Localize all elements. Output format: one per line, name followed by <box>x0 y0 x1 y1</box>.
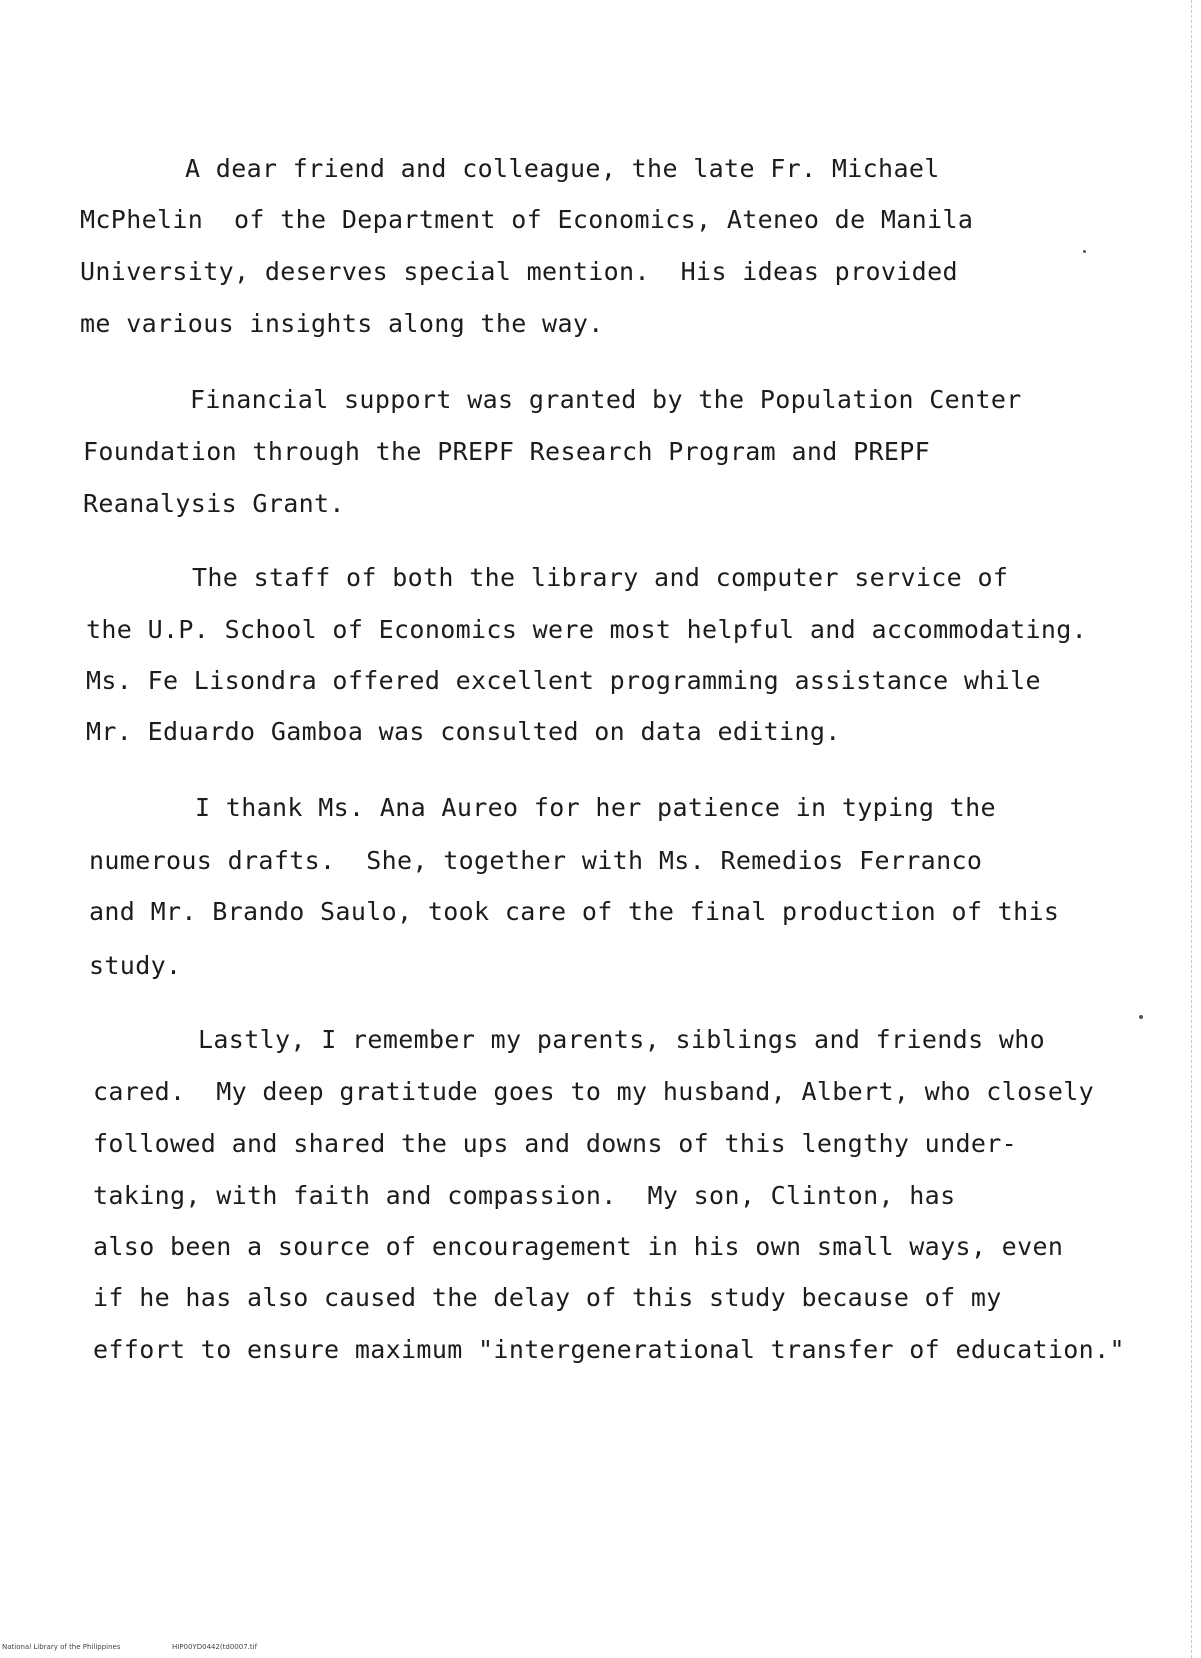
paragraph-5-line-2: cared. My deep gratitude goes to my husband, Albert, who closely <box>93 1077 1095 1106</box>
paragraph-5-line-3: followed and shared the ups and downs of this lengthy under- <box>93 1129 1018 1158</box>
paragraph-3-line-4: Mr. Eduardo Gamboa was consulted on data editing. <box>86 717 841 746</box>
paragraph-5-line-4: taking, with faith and compassion. My son, Clinton, has <box>93 1181 956 1210</box>
paragraph-3-line-1: The staff of both the library and computer service of <box>192 563 1009 592</box>
paragraph-3-line-3: Ms. Fe Lisondra offered excellent programming assistance while <box>86 666 1041 695</box>
scan-right-edge <box>1191 0 1193 1658</box>
paragraph-4-line-1: I thank Ms. Ana Aureo for her patience in typing the <box>195 793 996 822</box>
paragraph-4-line-3: and Mr. Brando Saulo, took care of the final production of this <box>89 897 1060 926</box>
paragraph-4-line-2: numerous drafts. She, together with Ms. Remedios Ferranco <box>89 846 983 875</box>
paragraph-4-line-4: study. <box>89 951 182 980</box>
paragraph-5-line-6: if he has also caused the delay of this study because of my <box>93 1283 1002 1312</box>
footer-file-id: HIP00YD0442(td0007.tif <box>172 1643 258 1651</box>
paragraph-2-line-1: Financial support was granted by the Population Center <box>190 385 1022 414</box>
scan-speck <box>1139 1015 1143 1019</box>
paragraph-1-line-1: A dear friend and colleague, the late Fr. Michael <box>185 154 940 183</box>
paragraph-2-line-3: Reanalysis Grant. <box>83 489 345 518</box>
paragraph-3-line-2: the U.P. School of Economics were most helpful and accommodating. <box>86 615 1088 644</box>
footer-library-name: National Library of the Philippines <box>2 1643 121 1651</box>
paragraph-1-line-2: McPhelin of the Department of Economics, Ateneo de Manila <box>80 205 974 234</box>
paragraph-5-line-7: effort to ensure maximum "intergenerational transfer of education." <box>93 1335 1125 1364</box>
paragraph-1-line-4: me various insights along the way. <box>80 309 604 338</box>
paragraph-2-line-2: Foundation through the PREPF Research Program and PREPF <box>83 437 931 466</box>
paragraph-1-line-3: University, deserves special mention. His ideas provided <box>80 257 958 286</box>
paragraph-5-line-5: also been a source of encouragement in his own small ways, even <box>93 1232 1064 1261</box>
paragraph-5-line-1: Lastly, I remember my parents, siblings and friends who <box>198 1025 1046 1054</box>
scan-speck <box>1083 250 1086 253</box>
